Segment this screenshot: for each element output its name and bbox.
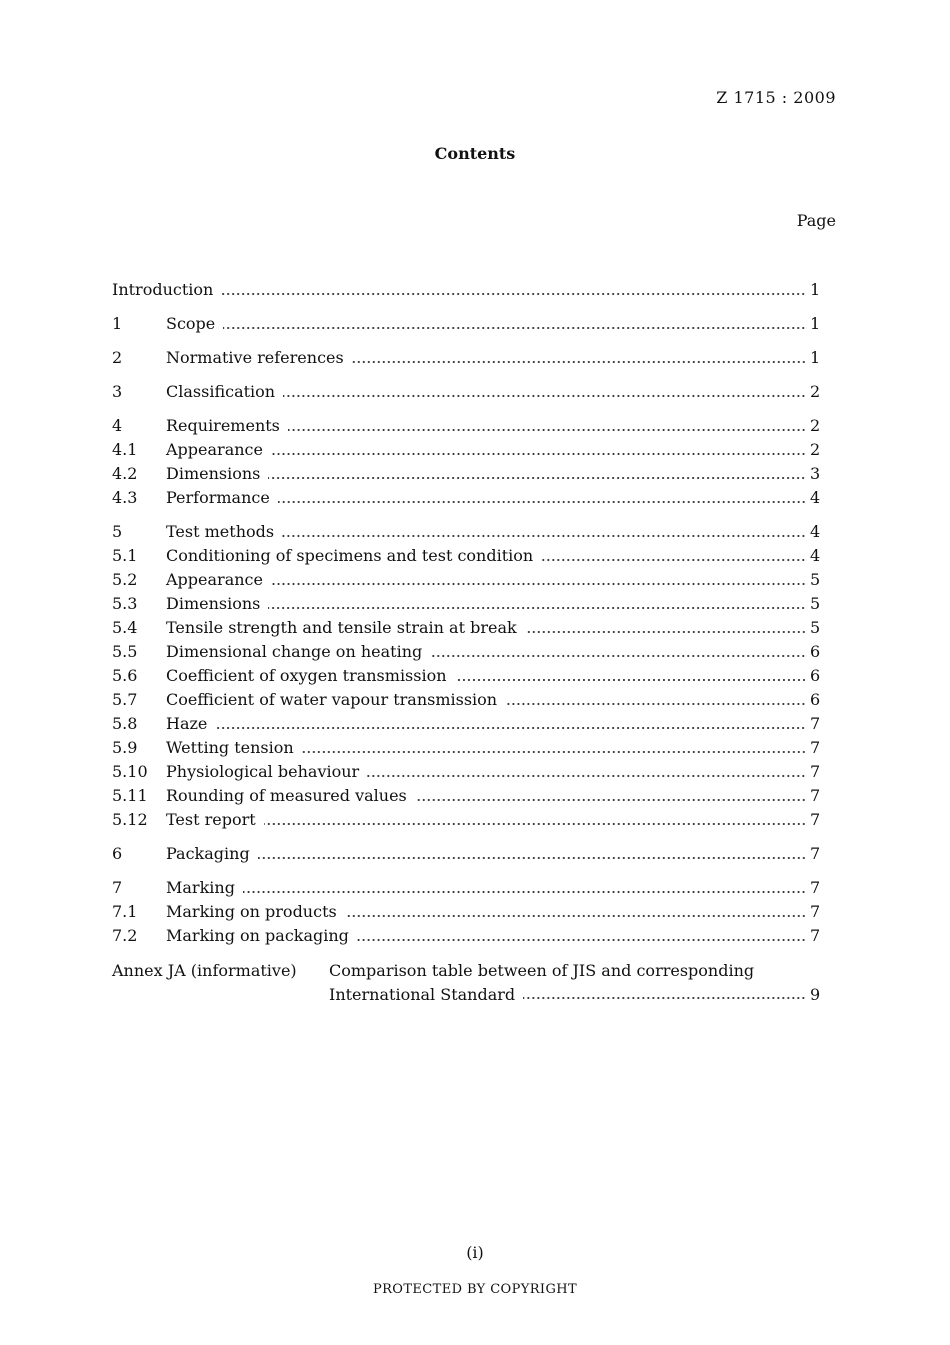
toc-entry-page-number: 7 — [810, 738, 821, 757]
dot-leader — [302, 751, 806, 753]
toc-entry-page-number: 6 — [810, 666, 821, 685]
toc-entry-title: Normative references — [166, 348, 344, 367]
toc-entry-page-number: 7 — [810, 878, 821, 897]
dot-leader — [221, 293, 806, 295]
toc-entry-page-number: 4 — [810, 546, 821, 565]
toc-entry-page-number: 4 — [810, 522, 821, 541]
toc-entry-page-number: 7 — [810, 926, 821, 945]
dot-leader — [278, 501, 806, 503]
toc-entry-number: 7 — [112, 878, 123, 897]
dot-leader — [223, 327, 806, 329]
toc-entry-title: Conditioning of specimens and test condition — [166, 546, 534, 565]
toc-entry-number: 5.4 — [112, 618, 138, 637]
page-column-label: Page — [796, 211, 836, 230]
toc-entry[interactable] — [112, 566, 820, 590]
toc-entry[interactable] — [112, 590, 820, 614]
toc-entry-page-number: 3 — [810, 464, 821, 483]
annex-title-line-1: Comparison table between of JIS and corresponding — [329, 961, 755, 980]
toc-entry[interactable] — [112, 758, 820, 782]
document-id: Z 1715 : 2009 — [716, 88, 836, 107]
dot-leader — [415, 799, 806, 801]
dot-leader — [268, 607, 806, 609]
toc-entry-title: Wetting tension — [166, 738, 294, 757]
toc-entry-title: Marking — [166, 878, 235, 897]
toc-entry-page-number: 7 — [810, 714, 821, 733]
toc-entry-number: 5.9 — [112, 738, 138, 757]
dot-leader — [541, 559, 806, 561]
toc-entry-page-number: 7 — [810, 844, 821, 863]
toc-entry[interactable] — [112, 874, 820, 898]
toc-entry-page-number: 2 — [810, 382, 821, 401]
toc-entry-page-number: 5 — [810, 570, 821, 589]
dot-leader — [345, 915, 806, 917]
toc-entry-title: Classification — [166, 382, 276, 401]
toc-entry[interactable] — [112, 378, 820, 402]
toc-entry-page-number: 4 — [810, 488, 821, 507]
toc-entry-title: Rounding of measured values — [166, 786, 407, 805]
annex-title-line-2: International Standard — [329, 985, 516, 1004]
toc-entry-page-number: 7 — [810, 902, 821, 921]
toc-entry-title: Appearance — [166, 440, 263, 459]
toc-entry[interactable] — [112, 782, 820, 806]
dot-leader — [367, 775, 806, 777]
toc-entry-number: 7.1 — [112, 902, 138, 921]
contents-title: Contents — [434, 144, 516, 163]
toc-entry-number: 4.1 — [112, 440, 138, 459]
toc-entry-page-number: 1 — [810, 314, 821, 333]
dot-leader — [271, 453, 806, 455]
toc-entry-title: Tensile strength and tensile strain at break — [166, 618, 517, 637]
toc-entry-number: 5 — [112, 522, 123, 541]
toc-entry-number: 4 — [112, 416, 123, 435]
table-of-contents — [112, 276, 820, 1004]
dot-leader — [215, 727, 806, 729]
toc-entry[interactable] — [112, 922, 820, 946]
toc-entry-number: 5.2 — [112, 570, 138, 589]
toc-entry-title: Dimensions — [166, 594, 261, 613]
toc-entry-number: 5.1 — [112, 546, 138, 565]
toc-entry-page-number: 2 — [810, 416, 821, 435]
dot-leader — [430, 655, 806, 657]
dot-leader — [505, 703, 806, 705]
toc-entry-page-number: 6 — [810, 690, 821, 709]
dot-leader — [288, 429, 806, 431]
toc-entry-number: 6 — [112, 844, 123, 863]
toc-entry-number: 5.8 — [112, 714, 138, 733]
dot-leader — [264, 823, 806, 825]
toc-entry[interactable] — [112, 412, 820, 436]
toc-entry[interactable] — [112, 686, 820, 710]
toc-entry-number: 5.7 — [112, 690, 138, 709]
toc-entry-page-number: 6 — [810, 642, 821, 661]
toc-entry-title: Test report — [166, 810, 256, 829]
toc-entry[interactable] — [112, 484, 820, 508]
toc-entry[interactable] — [112, 276, 820, 300]
toc-entry-title: Marking on packaging — [166, 926, 349, 945]
toc-entry-title: Test methods — [166, 522, 275, 541]
toc-entry[interactable] — [112, 436, 820, 460]
dot-leader — [282, 535, 806, 537]
dot-leader — [268, 477, 806, 479]
toc-entry-title: Physiological behaviour — [166, 762, 360, 781]
toc-entry-number: 5.5 — [112, 642, 138, 661]
toc-annex-entry[interactable] — [112, 956, 820, 1004]
annex-page-number: 9 — [810, 985, 821, 1004]
toc-entry[interactable] — [112, 344, 820, 368]
toc-entry-number: 5.6 — [112, 666, 138, 685]
toc-entry-number: 5.11 — [112, 786, 148, 805]
toc-entry[interactable] — [112, 806, 820, 830]
toc-entry-title: Scope — [166, 314, 216, 333]
dot-leader — [523, 997, 806, 999]
toc-entry-title: Dimensional change on heating — [166, 642, 423, 661]
toc-entry-number: 7.2 — [112, 926, 138, 945]
toc-entry[interactable] — [112, 710, 820, 734]
annex-label: Annex JA (informative) — [112, 961, 297, 980]
toc-entry-title: Requirements — [166, 416, 280, 435]
toc-entry[interactable] — [112, 662, 820, 686]
toc-entry-title: Introduction — [112, 280, 214, 299]
toc-entry-title: Haze — [166, 714, 208, 733]
toc-entry[interactable] — [112, 542, 820, 566]
dot-leader — [352, 361, 806, 363]
dot-leader — [455, 679, 806, 681]
toc-entry-number: 5.10 — [112, 762, 148, 781]
toc-entry-page-number: 5 — [810, 594, 821, 613]
toc-entry-number: 2 — [112, 348, 123, 367]
dot-leader — [357, 939, 806, 941]
toc-entry-page-number: 1 — [810, 348, 821, 367]
toc-entry[interactable] — [112, 310, 820, 334]
toc-entry[interactable] — [112, 518, 820, 542]
dot-leader — [271, 583, 806, 585]
toc-entry-title: Coefficient of oxygen transmission — [166, 666, 447, 685]
toc-entry-title: Dimensions — [166, 464, 261, 483]
toc-entry-title: Coefficient of water vapour transmission — [166, 690, 498, 709]
toc-entry-page-number: 7 — [810, 786, 821, 805]
toc-entry-title: Packaging — [166, 844, 250, 863]
dot-leader — [243, 891, 806, 893]
toc-entry-title: Marking on products — [166, 902, 337, 921]
toc-entry[interactable] — [112, 614, 820, 638]
toc-entry-number: 4.3 — [112, 488, 138, 507]
toc-entry-number: 5.12 — [112, 810, 148, 829]
toc-entry-number: 4.2 — [112, 464, 138, 483]
toc-entry[interactable] — [112, 734, 820, 758]
footer-page-number: (i) — [466, 1243, 484, 1262]
dot-leader — [525, 631, 806, 633]
toc-entry[interactable] — [112, 460, 820, 484]
toc-entry[interactable] — [112, 638, 820, 662]
dot-leader — [258, 857, 806, 859]
toc-entry-number: 1 — [112, 314, 123, 333]
copyright-notice: PROTECTED BY COPYRIGHT — [372, 1282, 578, 1297]
toc-entry-page-number: 2 — [810, 440, 821, 459]
toc-entry-title: Performance — [166, 488, 270, 507]
toc-entry-page-number: 7 — [810, 810, 821, 829]
toc-entry-number: 3 — [112, 382, 123, 401]
toc-entry-page-number: 5 — [810, 618, 821, 637]
toc-entry-number: 5.3 — [112, 594, 138, 613]
toc-entry-title: Appearance — [166, 570, 263, 589]
toc-entry-page-number: 1 — [810, 280, 821, 299]
toc-entry[interactable] — [112, 840, 820, 864]
toc-entry-page-number: 7 — [810, 762, 821, 781]
toc-entry[interactable] — [112, 898, 820, 922]
dot-leader — [283, 395, 806, 397]
